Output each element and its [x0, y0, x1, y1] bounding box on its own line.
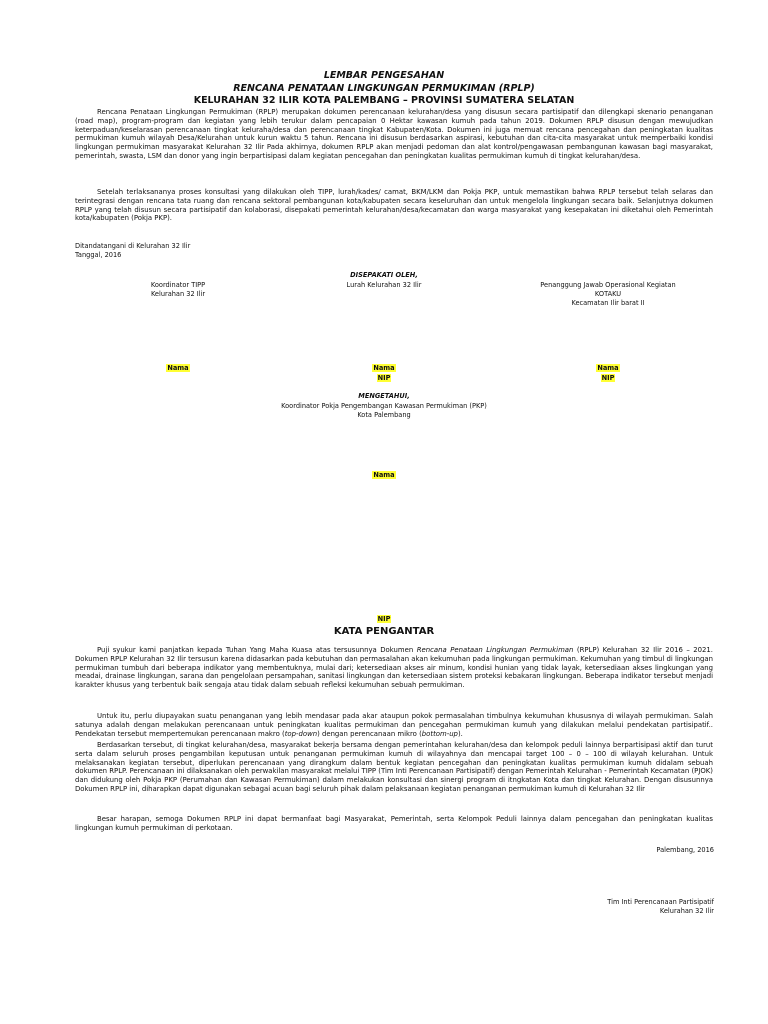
- name-placeholder: Nama: [597, 364, 619, 372]
- foreword-title: KATA PENGANTAR: [333, 626, 435, 637]
- mid-signatory-name: [300, 364, 468, 383]
- p1-text-a: Puji syukur kami panjatkan kepada Tuhan Yang Maha Kuasa atas tersusunnya Dokumen: [97, 646, 417, 654]
- header-line-3: KELURAHAN 32 ILIR KOTA PALEMBANG – PROVINSI SUMATERA SELATAN: [193, 95, 575, 106]
- mid-signatory-title: Lurah Kelurahan 32 Ilir: [346, 281, 422, 289]
- right-title-line-1: Penanggung Jawab Operasional Kegiatan: [540, 281, 676, 289]
- name-placeholder: Nama: [373, 364, 395, 372]
- nip-placeholder: NIP: [377, 615, 391, 623]
- name-placeholder: Nama: [167, 364, 189, 372]
- foreword-place-date: Palembang, 2016: [656, 846, 714, 854]
- p2-text-c: ).: [457, 729, 463, 738]
- agreed-by-label: DISEPAKATI OLEH,: [350, 271, 418, 279]
- header-line-2: RENCANA PENATAAN LINGKUNGAN PERMUKIMAN (RPLP): [233, 82, 535, 94]
- foreword-sign-line-2: Kelurahan 32 Ilir: [659, 907, 714, 915]
- right-title-line-3: Kecamatan Ilir barat II: [571, 299, 645, 307]
- foreword-signatory: [480, 898, 714, 916]
- p1-text-b: (RPLP) Kelurahan 32 Ilir 2016 – 2021. Dokumen RPLP Kelurahan 32 Ilir tersusun karena didasarkan pada kebutuhan dan permasalahan akan kekumuhan pada lingkungan permukiman. Kekumuhan yang timbul di lingkungan permukiman tumbuh dari beberapa indikator yang membentuknya, mulai dari; ketersediaan akses air minum, kondisi hunian yang tidak layak, ketersediaan akses lingkungan yang meadai, drainase lingkungan, sarana dan pengelolaan persampahan, sanitasi lingkungan dan ketersediaan sistem proteksi kebakaran lingkungan. Beberapa indikator tersebut menjadi karakter khusus yang terbentuk baik sengaja atau tidak dalam sebuah refleksi kekumuhan sebuah permukiman.: [75, 646, 713, 690]
- foreword-paragraph-2: [75, 712, 713, 738]
- foreword-paragraph-1: [75, 646, 713, 690]
- pkp-title-line-2: Kota Palembang: [357, 411, 411, 419]
- approval-header: [0, 70, 768, 108]
- p2-text-b: ) dengan perencanaan mikro (: [317, 729, 422, 738]
- nip-placeholder: NIP: [601, 374, 615, 382]
- signing-date: Tanggal, 2016: [75, 251, 122, 259]
- intro-paragraph-1: Rencana Penataan Lingkungan Permukiman (RPLP) merupakan dokumen perencanaan kelurahan/desa yang disusun secara partisipatif dan dilengkapi skenario penanganan (road map), program-program dan kegiatan yang lebih terukur dalam pencapaian 0 Hektar kawasan kumuh pada tahun 2019. Dokumen RPLP disusun dengan mewujudkan keterpaduan/keselarasan perencanaan tingkat keluraha/desa dan perencanaan tingkat Kabupaten/Kota. Dokumen ini juga memuat rencana pencegahan dan peningkatan kualitas permukiman kumuh wilayah Desa/Kelurahan untuk kurun waktu 5 tahun. Rencana ini disusun berdasarkan aspirasi, kebutuhan dan cita-cita masyarakat untuk memperbaiki kondisi lingkungan permukiman masyarakat Kelurahan 32 Ilir Pada akhirnya, dokumen RPLP akan menjadi pedoman dan alat kontrol/pengawasan pembangunan kawasan bagi masyarakat, pemerintah, swasta, LSM dan donor yang ingin berpartisipasi dalam kegiatan pencegahan dan peningkatan kualitas permukiman kumuh di tingkat kelurahan/desa.: [75, 108, 713, 160]
- pkp-title-line-1: Koordinator Pokja Pengembangan Kawasan Permukiman (PKP): [281, 402, 487, 410]
- foreword-paragraph-3: Berdasarkan tersebut, di tingkat kelurahan/desa, masyarakat bekerja bersama dengan pemerintahan kelurahan/desa dan kelompok peduli lainnya berpartisipasi aktif dan turut serta dalam seluruh proses pengambilan keputusan untuk penanganan permukiman kumuh di wilayahnya dan mencapai target 100 – 0 – 100 di wilayah kelurahan. Untuk melaksanakan kegiatan tersebut, diperlukan perencanaan yang dirangkum dalam bentuk kegiatan pencegahan dan peningkatan kualitas permukiman kumuh didalam sebuah dokumen RPLP. Perencanaan ini dilaksanakan oleh perwakilan masyarakat melalui TIPP (Tim Inti Perencanaan Partisipatif) dengan Pemerintah Kelurahan - Pemerintah Kecamatan (PJOK) dan didukung oleh Pokja PKP (Perumahan dan Kawasan Permukiman) dalam melakukan konsultasi dan sinergi program di itngkatan Kota dan tingkat Kelurahan. Dengan disusunnya Dokumen RPLP ini, diharapkan dapat digunakan sebagai acuan bagi seluruh pihak dalam pelaksanaan kegiatan penanganan permukiman kumuh di Kelurahan 32 Ilir: [75, 741, 713, 793]
- header-line-1: LEMBAR PENGESAHAN: [323, 70, 445, 81]
- known-by-label: MENGETAHUI,: [358, 392, 410, 400]
- foreword-paragraph-4: Besar harapan, semoga Dokumen RPLP ini dapat bermanfaat bagi Masyarakat, Pemerintah, serta Kelompok Peduli lainnya dalam pencegahan dan peningkatan kualitas lingkungan kumuh permukiman di perkotaan.: [75, 815, 713, 832]
- p1-text-italic: Rencana Penataan Lingkungan Permukiman: [416, 646, 574, 654]
- right-signatory-name: [528, 364, 688, 383]
- right-signatory-title: [520, 281, 696, 308]
- nip-placeholder: NIP: [377, 374, 391, 382]
- pkp-signatory-title: [200, 402, 568, 420]
- foreword-sign-line-1: Tim Inti Perencanaan Partisipatif: [607, 898, 714, 906]
- pkp-signatory-name: [300, 471, 468, 480]
- left-signatory-name: [98, 364, 258, 373]
- name-placeholder: Nama: [373, 471, 395, 479]
- left-title-line-1: Koordinator TIPP: [150, 281, 206, 289]
- p2-text-italic-2: bottom-up: [421, 729, 458, 738]
- pkp-signatory-nip: [300, 615, 468, 624]
- intro-paragraph-2: Setelah terlaksananya proses konsultasi yang dilakukan oleh TIPP, lurah/kades/ camat, BKM/LKM dan Pokja PKP, untuk memastikan bahwa RPLP tersebut telah selaras dan terintegrasi dengan rencana tata ruang dan rencana sektoral pembangunan kota/kabupaten secara keseluruhan dan untuk mengelola lingkungan secara baik. Selanjutnya dokumen RPLP yang telah disusun secara partisipatif dan kolaborasi, disepakati pemerintah kelurahan/desa/kecamatan dan warga masyarakat yang kesepakatan ini diketahui oleh Pemerintah kota/kabupaten (Pokja PKP).: [75, 188, 713, 223]
- left-signatory-title: [98, 281, 258, 299]
- right-title-line-2: KOTAKU: [594, 290, 622, 298]
- left-title-line-2: Kelurahan 32 Ilir: [150, 290, 206, 298]
- p2-text-italic-1: top-down: [284, 729, 318, 738]
- signing-place: Ditandatangani di Kelurahan 32 Ilir: [75, 242, 191, 250]
- p2-text-a: Untuk itu, perlu diupayakan suatu penanganan yang lebih mendasar pada akar ataupun pokok permasalahan timbulnya kekumuhan khususnya di wilayah permukiman. Salah satunya adalah dengan melakukan perencanaan untuk peningkatan kualitas permukiman dan pencegahan permukiman kumuh yang dilakukan melalui pendekatan partisipatif.. Pendekatan tersebut mempertemukan perencanaan makro (: [75, 712, 713, 738]
